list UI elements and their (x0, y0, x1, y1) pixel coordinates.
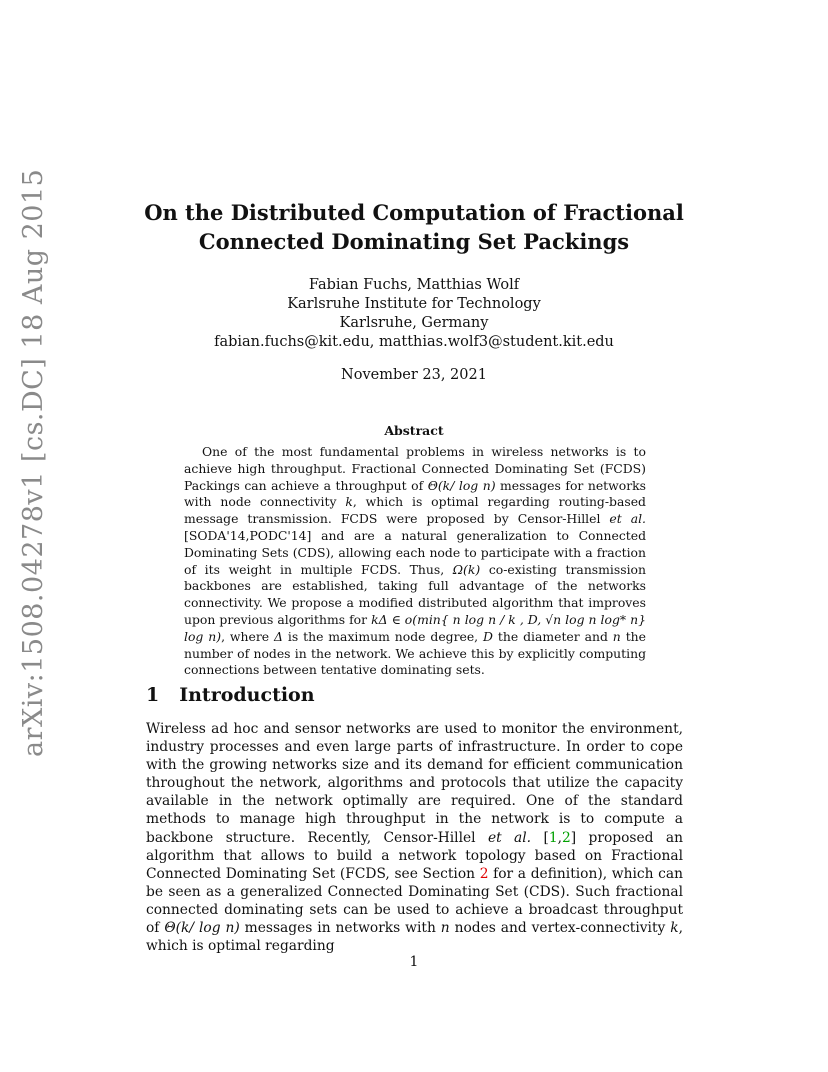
paper-title-line-2: Connected Dominating Set Packings (198, 229, 630, 254)
author-names: Fabian Fuchs, Matthias Wolf (308, 277, 520, 293)
section-title: Introduction (179, 684, 315, 706)
citation-link-2[interactable]: 2 (562, 829, 571, 846)
abstract-text: One of the most fundamental problems in wireless networks is to achieve high throughput. Fractional Connected Dominating Set (FCDS) Packings can achieve a throughput of Θ(k/ log n) messages for networks with node connectivity k, which is optimal regarding routing-based message transmission. FCDS were proposed by Censor-Hillel et al. [SODA'14,PODC'14] and are a natural generalization to Connected Dominating Sets (CDS), allowing each node to participate with a fraction of its weight in multiple FCDS. Thus, Ω(k) co-existing transmission backbones are established, taking full advantage of the networks connectivity. We propose a modified distributed algorithm that improves upon previous algorithms for kΔ ∈ o(min{ n log n / k , D, √n log n log* n} log n), where Δ is the maximum node degree, D the diameter and n the number of nodes in the network. We achieve this by explicitly computing connections between tentative dominating sets. (184, 444, 646, 678)
abstract-heading: Abstract (384, 423, 444, 438)
introduction-text: Wireless ad hoc and sensor networks are used to monitor the environment, industry processes and even large parts of infrastructure. In order to cope with the growing networks size and its demand for efficient communication throughout the network, algorithms and protocols that utilize the capacity available in the network optimally are required. One of the standard methods to manage high throughput in the network is to compute a backbone structure. Recently, Censor-Hillel et al. [1,2] proposed an algorithm that allows to build a network topology based on Fractional Connected Dominating Set (FCDS, see Section 2 for a definition), which can be seen as a generalized Connected Dominating Set (CDS). Such fractional connected dominating sets can be used to achieve a broadcast throughput of Θ(k/ log n) messages in networks with n nodes and vertex-connectivity k, which is optimal regarding (146, 721, 683, 955)
math-throughput: Θ(k/ log n) (427, 477, 496, 493)
arxiv-identifier-stamp: arXiv:1508.04278v1 [cs.DC] 18 Aug 2015 (18, 168, 49, 757)
section-ref-link[interactable]: 2 (479, 865, 489, 882)
paper-date: November 23, 2021 (341, 367, 487, 383)
author-affiliation: Karlsruhe Institute for Technology (287, 296, 541, 312)
section-number: 1 (146, 684, 160, 706)
citation-link-1[interactable]: 1 (548, 829, 558, 846)
page-number: 1 (409, 954, 419, 970)
math-complexity-bound: kΔ ∈ o(min{ n log n / k , D, √n log n log* n} log n) (184, 611, 646, 644)
author-emails: fabian.fuchs@kit.edu, matthias.wolf3@student.kit.edu (214, 334, 614, 350)
section-heading-introduction (146, 682, 315, 708)
paper-title-line-1: On the Distributed Computation of Fractional (144, 200, 684, 225)
author-location: Karlsruhe, Germany (339, 315, 489, 331)
